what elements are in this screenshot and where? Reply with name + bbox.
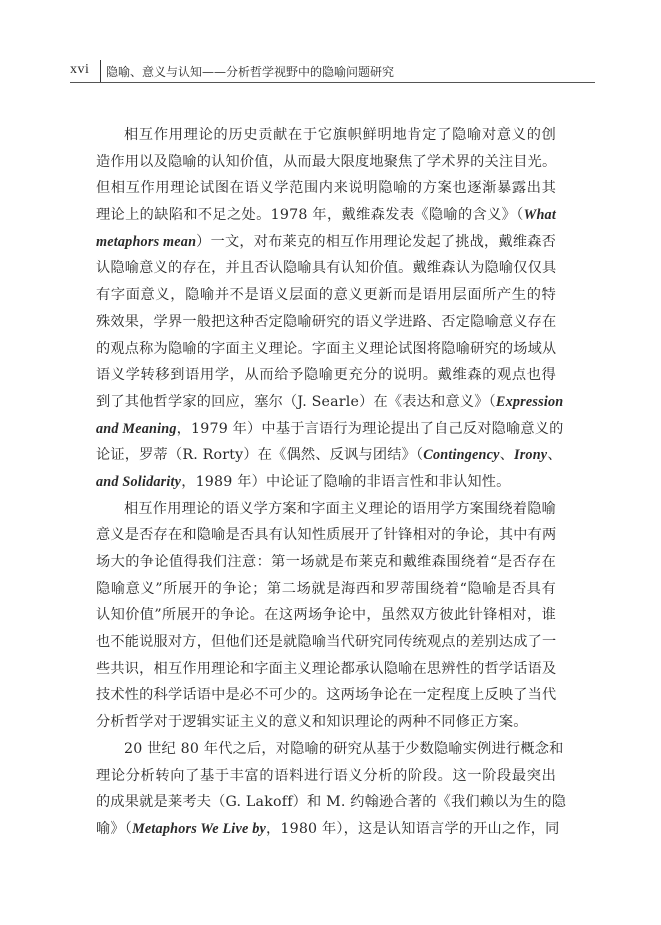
text-line: 意义是否存在和隐喻是否具有认知性质展开了针锋相对的争论，其中有两 — [96, 527, 557, 544]
text-line: 殊效果，学界一般把这种否定隐喻研究的语义学进路、否定隐喻意义存在 — [96, 313, 557, 330]
text-line: 也不能说服对方，但他们还是就隐喻当代研究同传统观点的差别达成了一 — [96, 634, 557, 651]
text-line: 认隐喻意义的存在，并且否认隐喻具有认知价值。戴维森认为隐喻仅仅具 — [96, 260, 557, 277]
text-line: and Solidarity，1989 年）中论证了隐喻的非语言性和非认知性。 — [96, 473, 511, 490]
paragraph — [96, 736, 567, 843]
italic-title: Expression — [495, 393, 564, 410]
running-header — [70, 60, 595, 83]
text-line: 场大的争论值得我们注意：第一场就是布莱克和戴维森围绕着“是否存在 — [96, 554, 556, 570]
paragraph — [96, 496, 556, 736]
page-number: xvi — [70, 62, 90, 77]
text-line: 相互作用理论的语义学方案和字面主义理论的语用学方案围绕着隐喻 — [124, 500, 556, 517]
text-line: 相互作用理论的历史贡献在于它旗帜鲜明地肯定了隐喻对意义的创 — [124, 127, 556, 143]
text-line: 有字面意义，隐喻并不是语义层面的意义更新而是语用层面所产生的特 — [96, 287, 556, 304]
text-line: and Meaning，1979 年）中基于言语行为理论提出了自己反对隐喻意义的 — [96, 420, 564, 437]
body-text — [96, 122, 567, 843]
text-line: 的观点称为隐喻的字面主义理论。字面主义理论试图将隐喻研究的场域从 — [96, 340, 557, 357]
text-line: 造作用以及隐喻的认知价值，从而最大限度地聚焦了学术界的关注目光。 — [96, 153, 557, 170]
text-line: 些共识，相互作用理论和字面主义理论都承认隐喻在思辨性的哲学话语及 — [96, 660, 557, 677]
italic-title: Irony — [513, 447, 548, 464]
text-line: 喻》（Metaphors We Live by，1980 年），这是认知语言学的开山之作，同 — [96, 820, 560, 837]
text-line: 到了其他哲学家的回应，塞尔（J. Searle）在《表达和意义》（Expression — [96, 393, 564, 410]
text-line: 但相互作用理论试图在语义学范围内来说明隐喻的方案也逐渐暴露出其 — [96, 180, 556, 197]
text-line: 20 世纪 80 年代之后，对隐喻的研究从基于少数隐喻实例进行概念和 — [124, 740, 564, 757]
text-line: 技术性的科学话语中是必不可少的。这两场争论在一定程度上反映了当代 — [96, 687, 557, 704]
text-line: 论证，罗蒂（R. Rorty）在《偶然、反讽与团结》（Contingency、Irony、 — [96, 447, 562, 464]
text-line: 的成果就是莱考夫（G. Lakoff）和 M. 约翰逊合著的《我们赖以为生的隐 — [96, 794, 567, 811]
text-line: metaphors mean）一文，对布莱克的相互作用理论发起了挑战，戴维森否 — [96, 233, 556, 250]
italic-title: Metaphors We Live by — [132, 820, 266, 837]
text-line: 隐喻意义”所展开的争论；第二场就是海西和罗蒂围绕着“隐喻是否具有 — [96, 580, 556, 597]
paragraph — [96, 122, 564, 496]
text-line: 语义学转移到语用学，从而给予隐喻更充分的说明。戴维森的观点也得 — [96, 367, 556, 384]
text-line: 分析哲学对于逻辑实证主义的意义和知识理论的两种不同修正方案。 — [96, 714, 528, 731]
italic-title: What — [523, 207, 556, 224]
header-divider — [100, 60, 101, 82]
italic-title: and Meaning — [96, 420, 177, 437]
text-line: 认知价值”所展开的争论。在这两场争论中，虽然双方彼此针锋相对，谁 — [96, 607, 556, 624]
text-line: 理论上的缺陷和不足之处。1978 年，戴维森发表《隐喻的含义》（What — [96, 207, 556, 224]
running-title: 隐喻、意义与认知——分析哲学视野中的隐喻问题研究 — [106, 65, 395, 79]
italic-title: metaphors mean — [96, 233, 197, 250]
text-line: 理论分析转向了基于丰富的语料进行语义分析的阶段。这一阶段最突出 — [96, 767, 556, 784]
italic-title: Contingency — [423, 447, 500, 464]
italic-title: and Solidarity — [96, 473, 182, 490]
